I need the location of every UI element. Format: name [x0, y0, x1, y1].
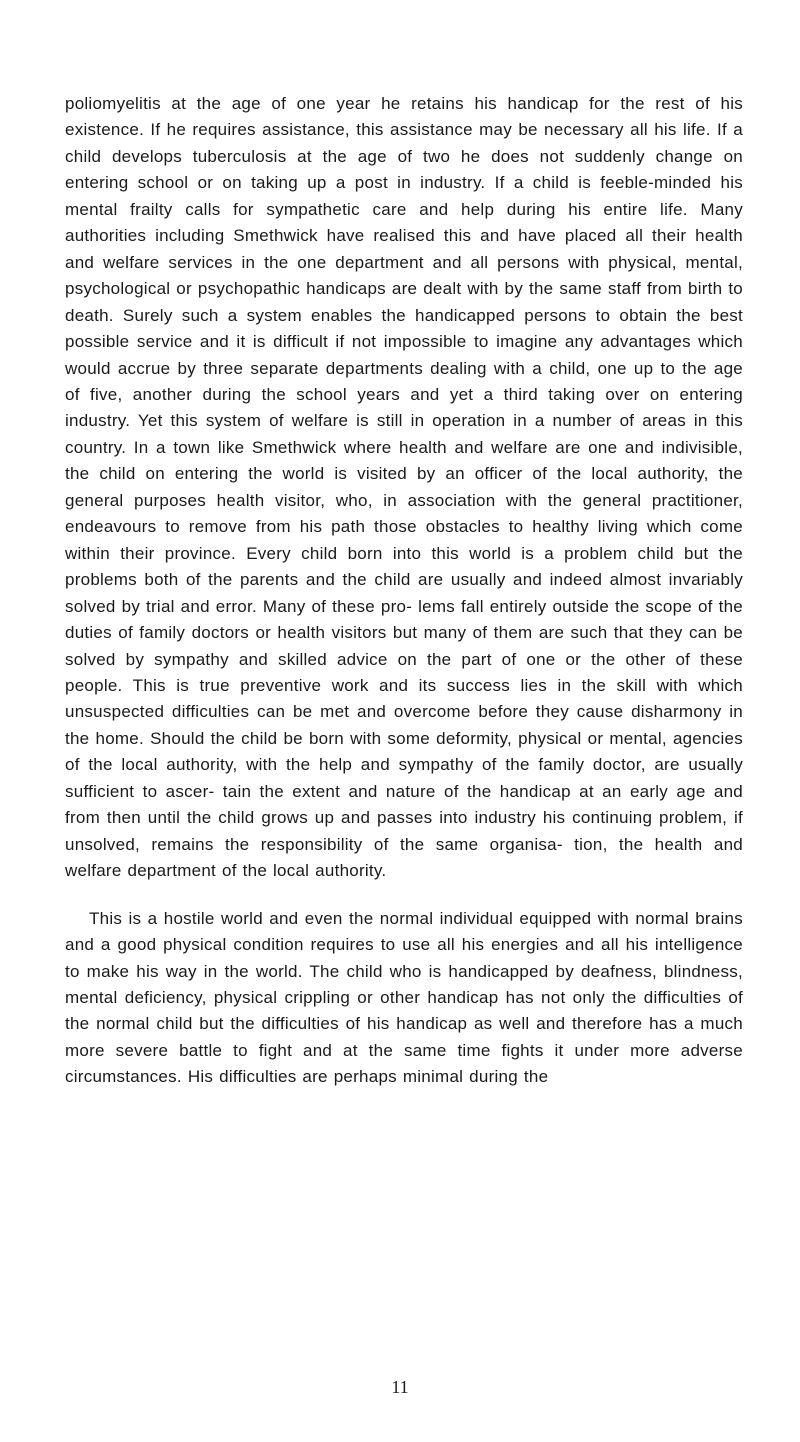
body-text: [65, 91, 743, 1091]
paragraph-hostile-world: This is a hostile world and even the normal individual equipped with normal brains and a good physical condition requires to use all his energies and all his intelligence to make his way in the world. The child who is handicapped by deafness, blindness, mental deficiency, physical crippling or other handicap has not only the difficulties of the normal child but the difficulties of his handicap as well and therefore has a much more severe battle to fight and at the same time fights it under more adverse circumstances. His difficulties are perhaps minimal during the: [65, 908, 743, 1087]
page-number: 11: [391, 1377, 409, 1397]
paragraph-continuation: poliomyelitis at the age of one year he retains his handicap for the rest of his existence. If he requires assistance, this assistance may be necessary all his life. If a child develops tuberculosis at the age of two he does not suddenly change on entering school or on taking up a post in industry. If a child is feeble-minded his mental frailty calls for sympathetic care and help during his entire life. Many authorities including Smethwick have realised this and have placed all their health and welfare services in the one department and all persons with physical, mental, psychological or psychopathic handicaps are dealt with by the same staff from birth to death. Surely such a system enables the handicapped persons to obtain the best possible service and it is difficult if not impossible to imagine any advantages which would accrue by three separate departments dealing with a child, one up to the age of five, another during the school years and yet a third taking over on entering industry. Yet this system of welfare is still in operation in a number of areas in this country. In a town like Smethwick where health and welfare are one and indivisible, the child on entering the world is visited by an officer of the local authority, the general purposes health visitor, who, in association with the general practitioner, endeavours to remove from his path those obstacles to healthy living which come within their province. Every child born into this world is a problem child but the problems both of the parents and the child are usually and indeed almost invariably solved by trial and error. Many of these pro- lems fall entirely outside the scope of the duties of family doctors or health visitors but many of them are such that they can be solved by sympathy and skilled advice on the part of one or the other of these people. This is true preventive work and its success lies in the skill with which unsuspected difficulties can be met and overcome before they cause disharmony in the home. Should the child be born with some deformity, physical or mental, agencies of the local authority, with the help and sympathy of the family doctor, are usually sufficient to ascer- tain the extent and nature of the handicap at an early age and from then until the child grows up and passes into industry his continuing problem, if unsolved, remains the responsibility of the same organisa- tion, the health and welfare department of the local authority.: [65, 94, 743, 881]
